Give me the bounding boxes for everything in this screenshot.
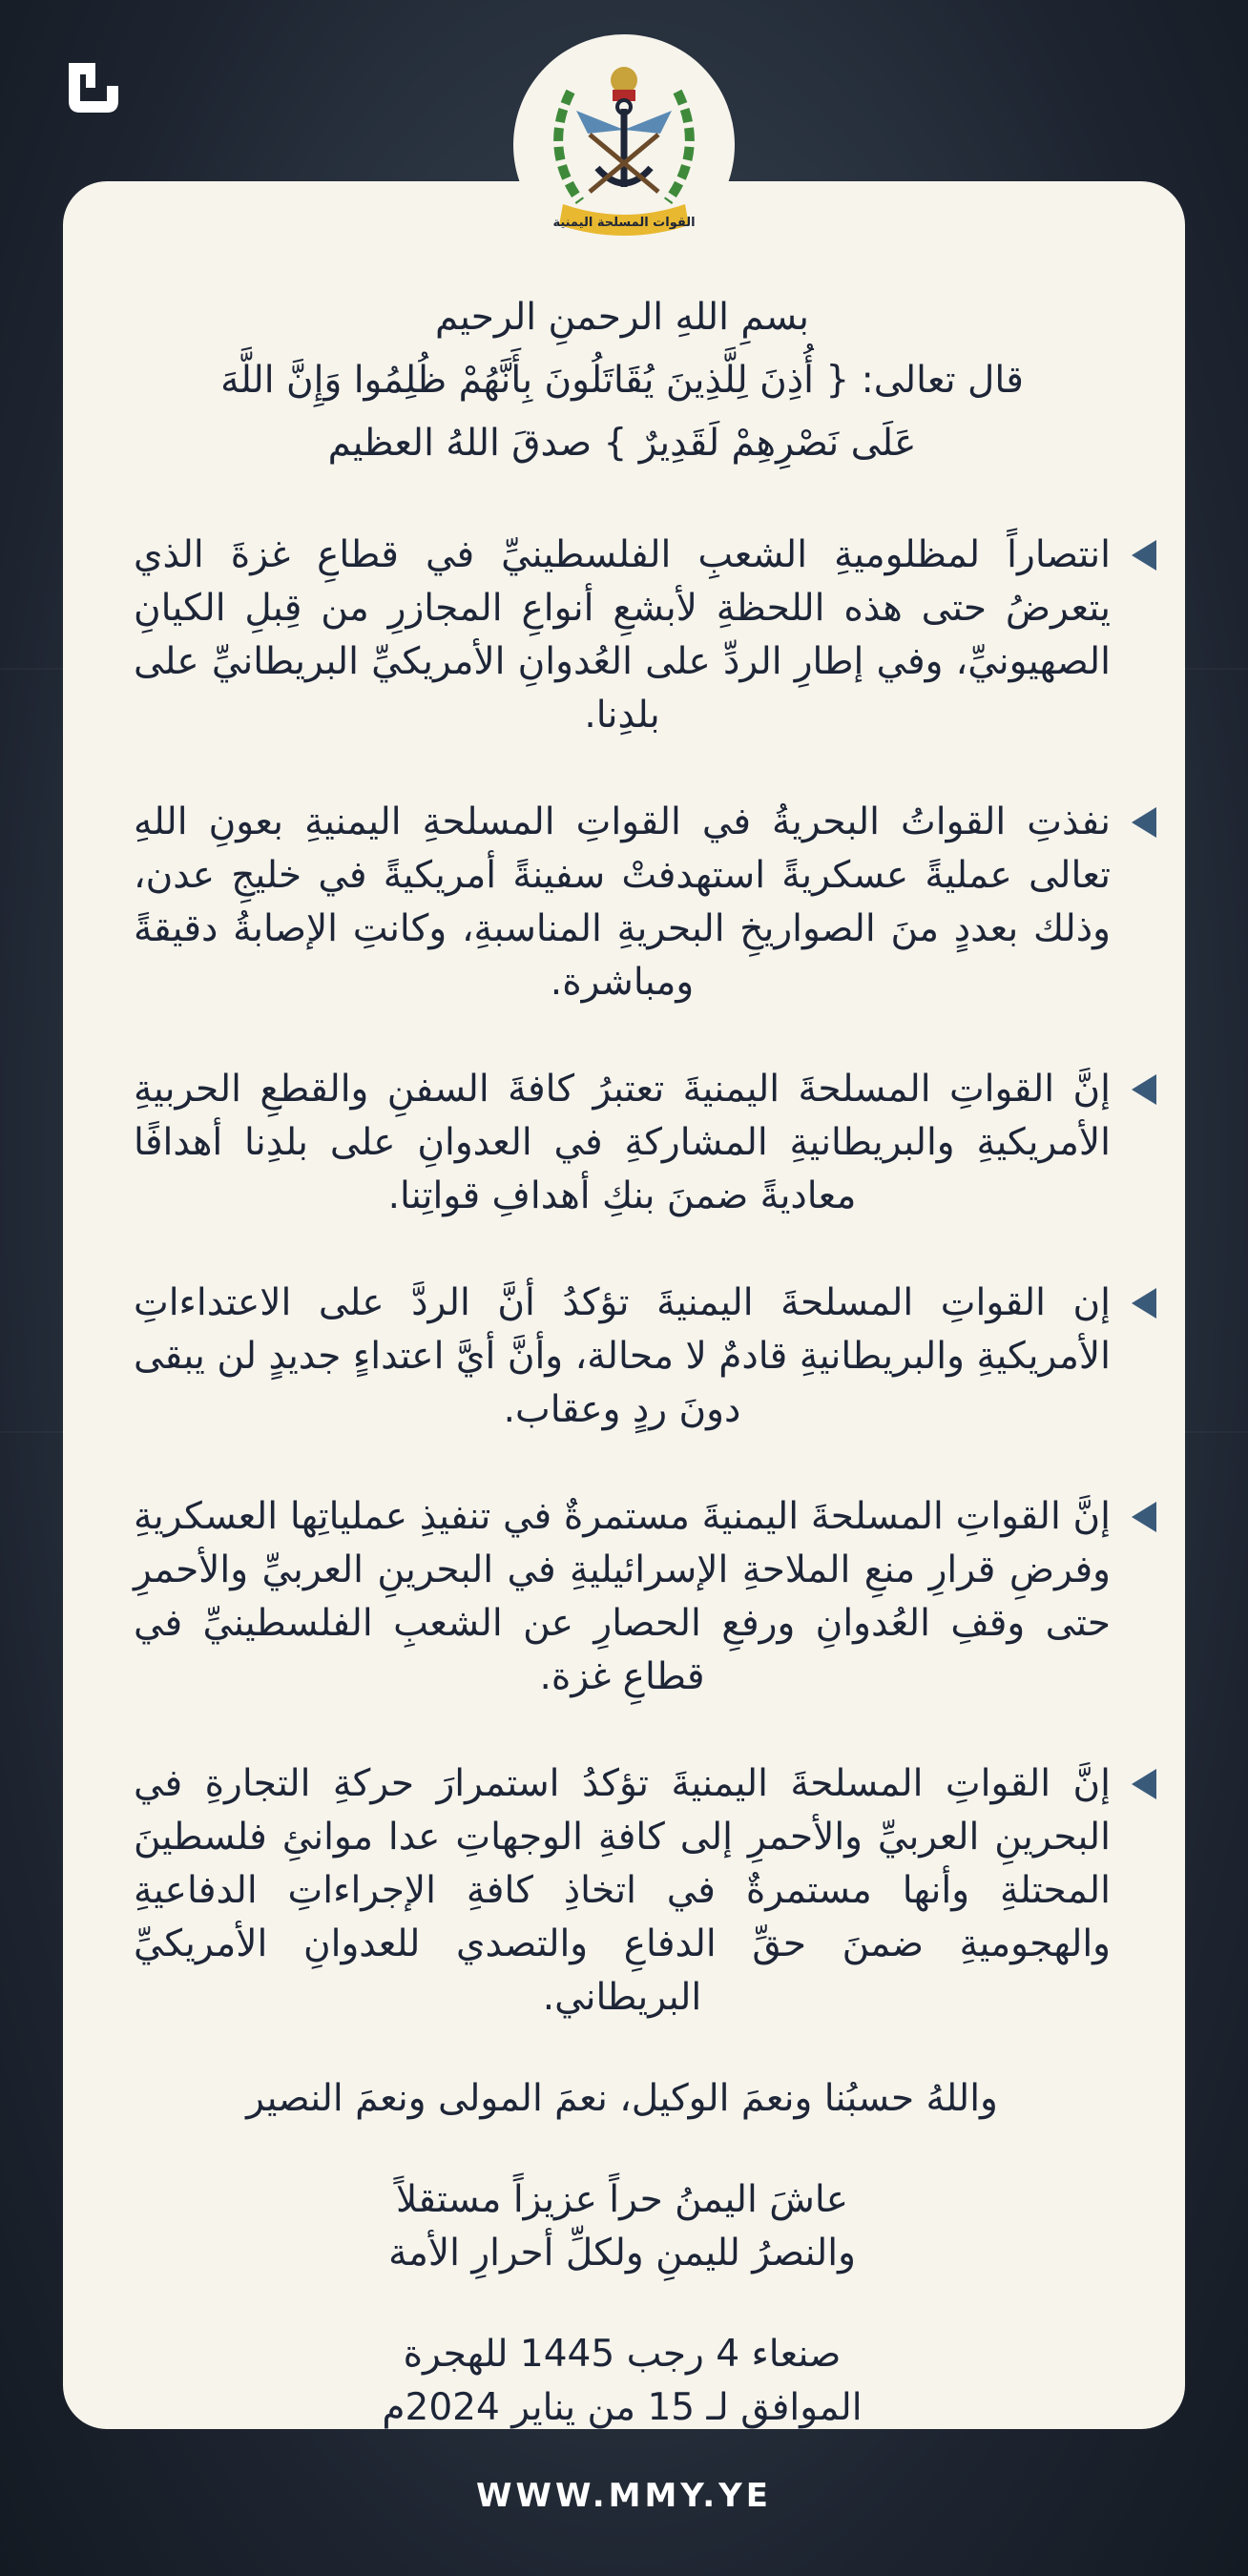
date-hijri: صنعاء 4 رجب 1445 للهجرة	[403, 2333, 842, 2376]
bullet-marker-icon	[1132, 1502, 1156, 1532]
statement-paragraph-5: إنَّ القواتِ المسلحةَ اليمنيةَ مستمرةٌ في تنفيذِ عملياتِها العسكريةِ وفرضِ قرارِ منعِ الملاحةِ الإسرائيليةِ في البحرينِ العربيِّ والأحمرِ حتى وقفِ العُدوانِ ورفعِ الحصارِ عن الشعبِ الفلسطينيِّ في قطاعِ غزة.	[134, 1490, 1111, 1704]
statement-paragraph-1: انتصاراً لمظلوميةِ الشعبِ الفلسطينيِّ في قطاعِ غزةَ الذي يتعرضُ حتى هذه اللحظةِ لأبشعِ أنواعِ المجازرِ من قِبلِ الكيانِ الصهيونيِّ، وفي إطارِ الردِّ على العُدوانِ الأمريكيِّ البريطانيِّ على بلدِنا.	[134, 529, 1111, 742]
emblem-banner-text: القوات المسلحة اليمنية	[552, 216, 696, 230]
statement-paragraph-3: إنَّ القواتِ المسلحةَ اليمنيةَ تعتبرُ كافةَ السفنِ والقطعِ الحربيةِ الأمريكيةِ والبريطانيةِ المشاركةِ في العدوانِ على بلدِنا أهدافًا معاديةً ضمنَ بنكِ أهدافِ قواتِنا.	[134, 1063, 1111, 1223]
statement-content	[134, 286, 1111, 2435]
bullet-marker-icon	[1132, 1288, 1156, 1319]
verse-line-2: عَلَى نَصْرِهِمْ لَقَدِيرٌ } صدقَ اللهُ العظيم	[327, 422, 917, 465]
header-block	[134, 286, 1111, 475]
statement-paragraph-6: إنَّ القواتِ المسلحةَ اليمنيةَ تؤكدُ استمرارَ حركةِ التجارةِ في البحرينِ العربيِّ والأحمرِ إلى كافةِ الوجهاتِ عدا موانئِ فلسطينَ المحتلةِ وأنها مستمرةٌ في اتخاذِ كافةِ الإجراءاتِ الدفاعيةِ والهجوميةِ ضمنَ حقِّ الدفاعِ والتصدي للعدوانِ الأمريكيِّ البريطاني.	[134, 1757, 1111, 2025]
emblem-icon	[513, 34, 735, 256]
statement-paragraph-4: إن القواتِ المسلحةَ اليمنيةَ تؤكدُ أنَّ الردَّ على الاعتداءاتِ الأمريكيةِ والبريطانيةِ قادمٌ لا محالة، وأنَّ أيَّ اعتداءٍ جديدٍ لن يبقى دونَ ردٍ وعقاب.	[134, 1277, 1111, 1437]
closing-long-live-1: عاشَ اليمنُ حراً عزيزاً مستقلاً	[396, 2178, 848, 2221]
bullet-marker-icon	[1132, 807, 1156, 838]
armed-forces-emblem	[513, 34, 735, 256]
basmala: بسمِ اللهِ الرحمنِ الرحيم	[435, 296, 809, 339]
footer-website-link[interactable]: WWW.MMY.YE	[475, 2477, 773, 2515]
date-gregorian: الموافق لـ 15 من يناير 2024م	[382, 2386, 863, 2429]
verse-line-1: قال تعالى: { أُذِنَ لِلَّذِينَ يُقَاتَلُونَ بِأَنَّهُمْ ظُلِمُوا وَإِنَّ اللَّهَ	[220, 359, 1024, 402]
statement-paragraph-2: نفذتِ القواتُ البحريةُ في القواتِ المسلحةِ اليمنيةِ بعونِ اللهِ تعالى عمليةً عسكريةً استهدفتْ سفينةً أمريكيةً في خليجِ عدن، وذلك بعددٍ منَ الصواريخِ البحريةِ المناسبةِ، وكانتِ الإصابةُ دقيقةً ومباشرة.	[134, 796, 1111, 1009]
closing-hasbuna: واللهُ حسبُنا ونعمَ الوكيل، نعمَ المولى ونعمَ النصير	[246, 2077, 998, 2120]
bullet-marker-icon	[1132, 1769, 1156, 1799]
bullet-marker-icon	[1132, 1074, 1156, 1105]
closing-long-live-2: والنصرُ لليمنِ ولكلِّ أحرارِ الأمة	[388, 2232, 856, 2275]
bullet-marker-icon	[1132, 540, 1156, 571]
brand-logo-icon	[63, 57, 124, 118]
